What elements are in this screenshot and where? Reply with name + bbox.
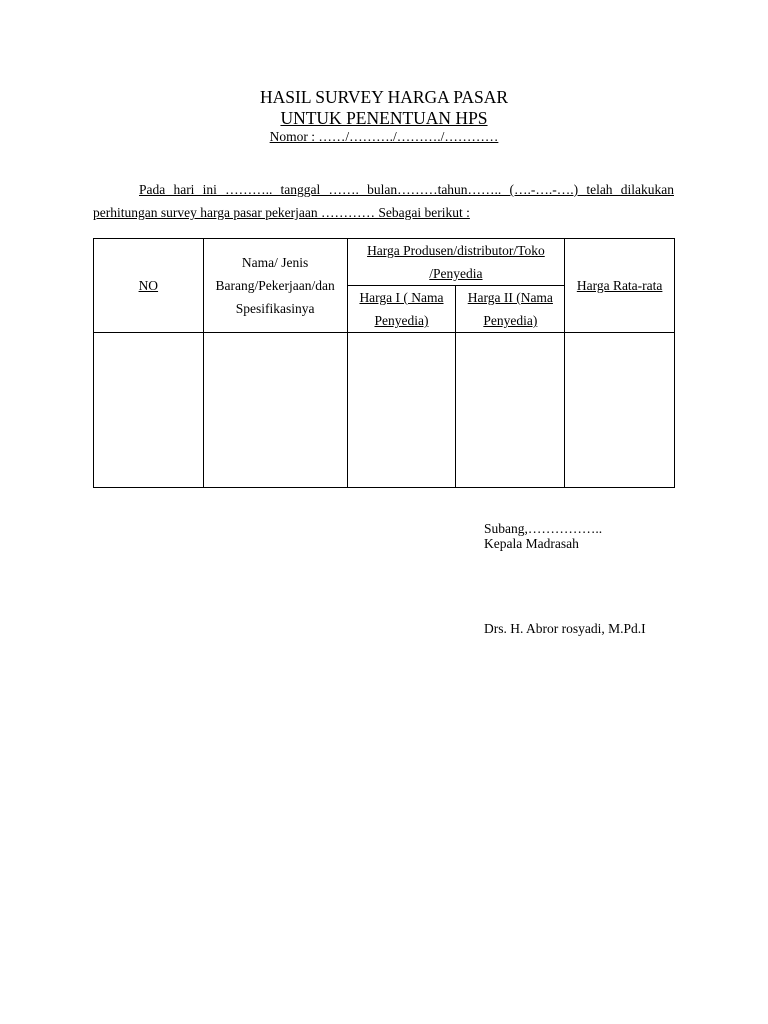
header-harga-1 bbox=[347, 286, 456, 333]
signature-place-date: Subang,…………….. bbox=[484, 521, 603, 536]
header-harga-group-label: Harga Produsen/distributor/Toko /Penyedia bbox=[367, 243, 545, 281]
header-no-label: NO bbox=[138, 278, 159, 293]
header-rata-rata-label: Harga Rata-rata bbox=[576, 278, 663, 293]
table-header-row bbox=[94, 239, 675, 286]
header-harga-1-label: Harga I ( Nama Penyedia) bbox=[359, 290, 444, 328]
signature-name: Drs. H. Abror rosyadi, M.Pd.I bbox=[484, 621, 646, 636]
header-rata-rata bbox=[565, 239, 675, 333]
document-title: HASIL SURVEY HARGA PASAR bbox=[259, 87, 509, 107]
header-no bbox=[94, 239, 204, 333]
cell-no bbox=[94, 333, 204, 488]
cell-nama bbox=[203, 333, 347, 488]
header-harga-2-label: Harga II (Nama Penyedia) bbox=[467, 290, 553, 328]
survey-table bbox=[93, 238, 675, 488]
document-subtitle: UNTUK PENENTUAN HPS bbox=[280, 108, 488, 128]
document-number: Nomor : ……/………./………./………… bbox=[269, 129, 499, 144]
signature-position: Kepala Madrasah bbox=[484, 536, 579, 551]
header-nama bbox=[203, 239, 347, 333]
header-harga-group bbox=[347, 239, 565, 286]
cell-rata-rata bbox=[565, 333, 675, 488]
table-row bbox=[94, 333, 675, 488]
cell-harga-2 bbox=[456, 333, 565, 488]
cell-harga-1 bbox=[347, 333, 456, 488]
intro-paragraph: Pada hari ini ……….. tanggal ……. bulan………tahun…….. (….-….-….) telah dilakukan perhitungan survey harga pasar pekerjaan ………… Sebagai berikut : bbox=[93, 182, 674, 220]
header-harga-2 bbox=[456, 286, 565, 333]
header-nama-label: Nama/ Jenis Barang/Pekerjaan/dan Spesifikasinya bbox=[215, 255, 335, 316]
